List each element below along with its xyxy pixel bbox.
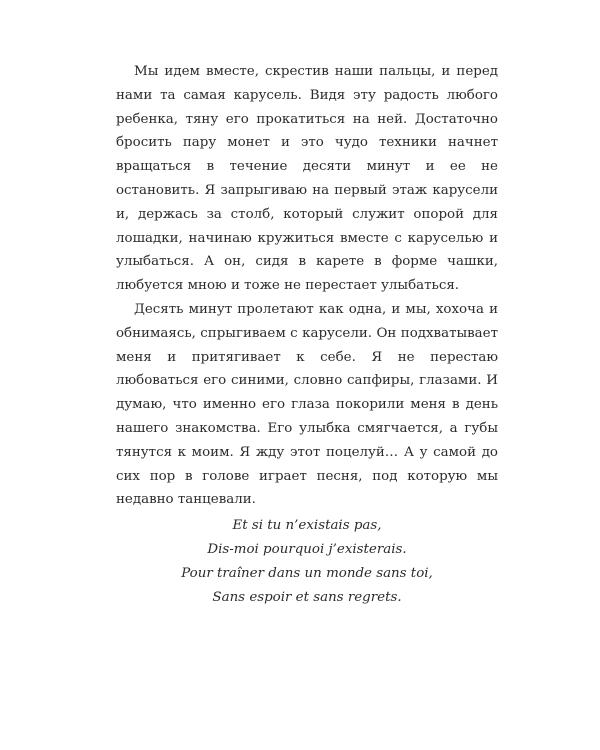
song-lyrics [116,514,498,609]
paragraph-1: Мы идем вместе, скрестив наши пальцы, и перед нами та самая карусель. Видя эту радость любого ребенка, тяну его прокатиться на ней. Достаточно бросить пару монет и это чудо техники начнет вращаться в течение десяти минут и ее не остановить. Я запрыгиваю на первый этаж карусели и, держась за столб, который служит опорой для лошадки, начинаю кружиться вместе с каруселью и улыбаться. А он, сидя в карете в форме чашки, любуется мною и тоже не перестает улыбаться. [116,64,498,294]
page-text [116,60,498,609]
paragraph-2: Десять минут пролетают как одна, и мы, хохоча и обнимаясь, спрыгиваем с карусели. Он подхватывает меня и притягивает к себе. Я не перестаю любоваться его синими, словно сапфиры, глазами. И думаю, что именно его глаза покорили меня в день нашего знакомства. Его улыбка смягчается, а губы тянутся к моим. Я жду этот поцелуй… А у самой до сих пор в голове играет песня, под которую мы недавно танцевали. [116,301,498,508]
lyrics-line-4: Sans espoir et sans regrets. [212,589,402,605]
lyrics-line-2: Dis-moi pourquoi j’existerais. [207,541,407,557]
lyrics-line-3: Pour traîner dans un monde sans toi, [181,565,433,581]
lyrics-line-1: Et si tu n’existais pas, [232,518,382,534]
